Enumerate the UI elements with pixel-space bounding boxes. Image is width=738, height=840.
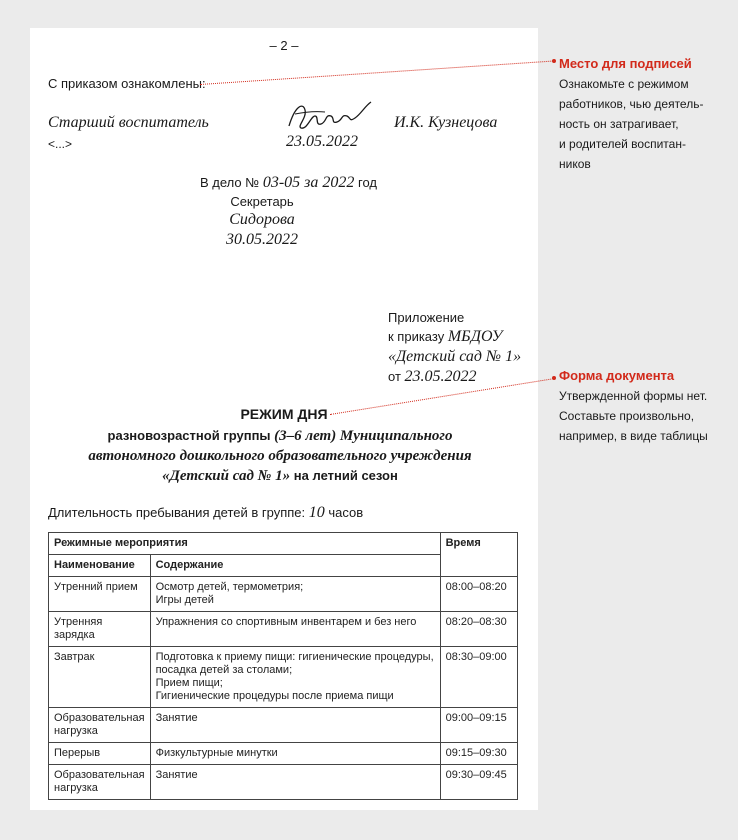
appendix-prefix: к приказу: [388, 329, 445, 344]
table-row: [49, 612, 518, 647]
content-line: Подготовка к приему пищи: гигиенические процедуры,: [155, 651, 434, 663]
page-number: – 2 –: [269, 38, 299, 53]
schedule-body: [49, 577, 518, 800]
secretary-label: Секретарь: [230, 194, 294, 209]
appendix-date-prefix: от: [388, 369, 401, 384]
activity-content: [150, 765, 440, 800]
filing-prefix: В дело №: [200, 175, 260, 190]
document-page: [30, 28, 538, 810]
activity-content: [150, 743, 440, 765]
activity-time: 09:15–09:30: [440, 743, 517, 765]
activity-content: [150, 708, 440, 743]
stay-suffix: часов: [328, 505, 364, 520]
content-line: Занятие: [155, 769, 198, 781]
subtitle-ages: (3–6 лет): [274, 428, 337, 444]
filing-number: 03-05 за 2022: [262, 174, 355, 191]
filing-line: [200, 174, 377, 192]
note-line: Ознакомьте с режимом: [559, 77, 689, 91]
activity-content: [150, 647, 440, 708]
activity-name: Завтрак: [49, 647, 151, 708]
header-time: Время: [440, 533, 517, 577]
appendix-line-1: Приложение: [388, 310, 465, 325]
note-title: Место для подписей: [559, 56, 692, 71]
header-name: Наименование: [49, 555, 151, 577]
header-content: Содержание: [150, 555, 440, 577]
activity-name: Образовательная нагрузка: [49, 708, 151, 743]
subtitle-org: Муниципального автономного дошкольного образовательного учреждения «Детский сад № 1»: [88, 428, 472, 484]
acknowledged-label: С приказом ознакомлены:: [48, 76, 206, 91]
activity-time: 09:00–09:15: [440, 708, 517, 743]
activity-name: Утренний прием: [49, 577, 151, 612]
signature-date: 23.05.2022: [286, 133, 358, 150]
table-row: [49, 765, 518, 800]
table-row: [49, 708, 518, 743]
subtitle-part1: разновозрастной группы: [107, 428, 271, 443]
stay-value: 10: [308, 504, 325, 521]
activity-time: 08:00–08:20: [440, 577, 517, 612]
activity-time: 08:30–09:00: [440, 647, 517, 708]
content-line: Физкультурные минутки: [155, 747, 278, 759]
callout-dot: [552, 376, 556, 380]
header-activities: Режимные мероприятия: [49, 533, 441, 555]
content-line: Занятие: [155, 712, 198, 724]
filing-date: 30.05.2022: [226, 231, 298, 248]
table-row: [49, 743, 518, 765]
ellipsis-placeholder: <...>: [48, 137, 73, 151]
activity-name: Образовательная нагрузка: [49, 765, 151, 800]
document-title: РЕЖИМ ДНЯ: [240, 406, 328, 422]
appendix-line-4: [388, 368, 477, 386]
appendix-date: 23.05.2022: [404, 368, 477, 385]
note-line: Утвержденной формы нет.: [559, 389, 708, 403]
content-line: Упражнения со спортивным инвентарем и без него: [155, 616, 417, 628]
appendix-org: МБДОУ: [447, 328, 503, 345]
document-subtitle: [80, 426, 480, 486]
activity-time: 09:30–09:45: [440, 765, 517, 800]
note-line: и родителей воспитан-: [559, 137, 686, 151]
stay-prefix: Длительность пребывания детей в группе:: [48, 505, 306, 520]
subtitle-part2: на летний сезон: [293, 468, 398, 483]
activity-name: Перерыв: [49, 743, 151, 765]
secretary-name: Сидорова: [229, 211, 295, 228]
handwritten-signature: [285, 96, 375, 134]
content-line: Осмотр детей, термометрия;: [155, 581, 304, 593]
content-line: Игры детей: [155, 594, 214, 606]
note-line: ников: [559, 157, 591, 171]
table-row: [49, 577, 518, 612]
content-line: Гигиенические процедуры после приема пищи: [155, 690, 394, 702]
note-line: Составьте произвольно,: [559, 409, 695, 423]
activity-content: [150, 612, 440, 647]
employee-position: Старший воспитатель: [48, 114, 209, 131]
content-line: Прием пищи;: [155, 677, 223, 689]
content-line: посадка детей за столами;: [155, 664, 293, 676]
appendix-line-2: [388, 328, 502, 346]
activity-content: [150, 577, 440, 612]
note-signatures: [559, 54, 734, 174]
activity-name: Утренняя зарядка: [49, 612, 151, 647]
table-row: [49, 647, 518, 708]
note-line: например, в виде таблицы: [559, 429, 708, 443]
filing-suffix: год: [358, 175, 378, 190]
stay-duration: [48, 504, 363, 522]
activity-time: 08:20–08:30: [440, 612, 517, 647]
schedule-table: [48, 532, 518, 800]
appendix-line-3: «Детский сад № 1»: [388, 348, 522, 365]
note-line: ность он затрагивает,: [559, 117, 679, 131]
note-title: Форма документа: [559, 368, 675, 383]
note-line: работников, чью деятель-: [559, 97, 704, 111]
note-document-form: [559, 366, 734, 446]
callout-dot: [552, 59, 556, 63]
employee-name: И.К. Кузнецова: [394, 114, 498, 131]
